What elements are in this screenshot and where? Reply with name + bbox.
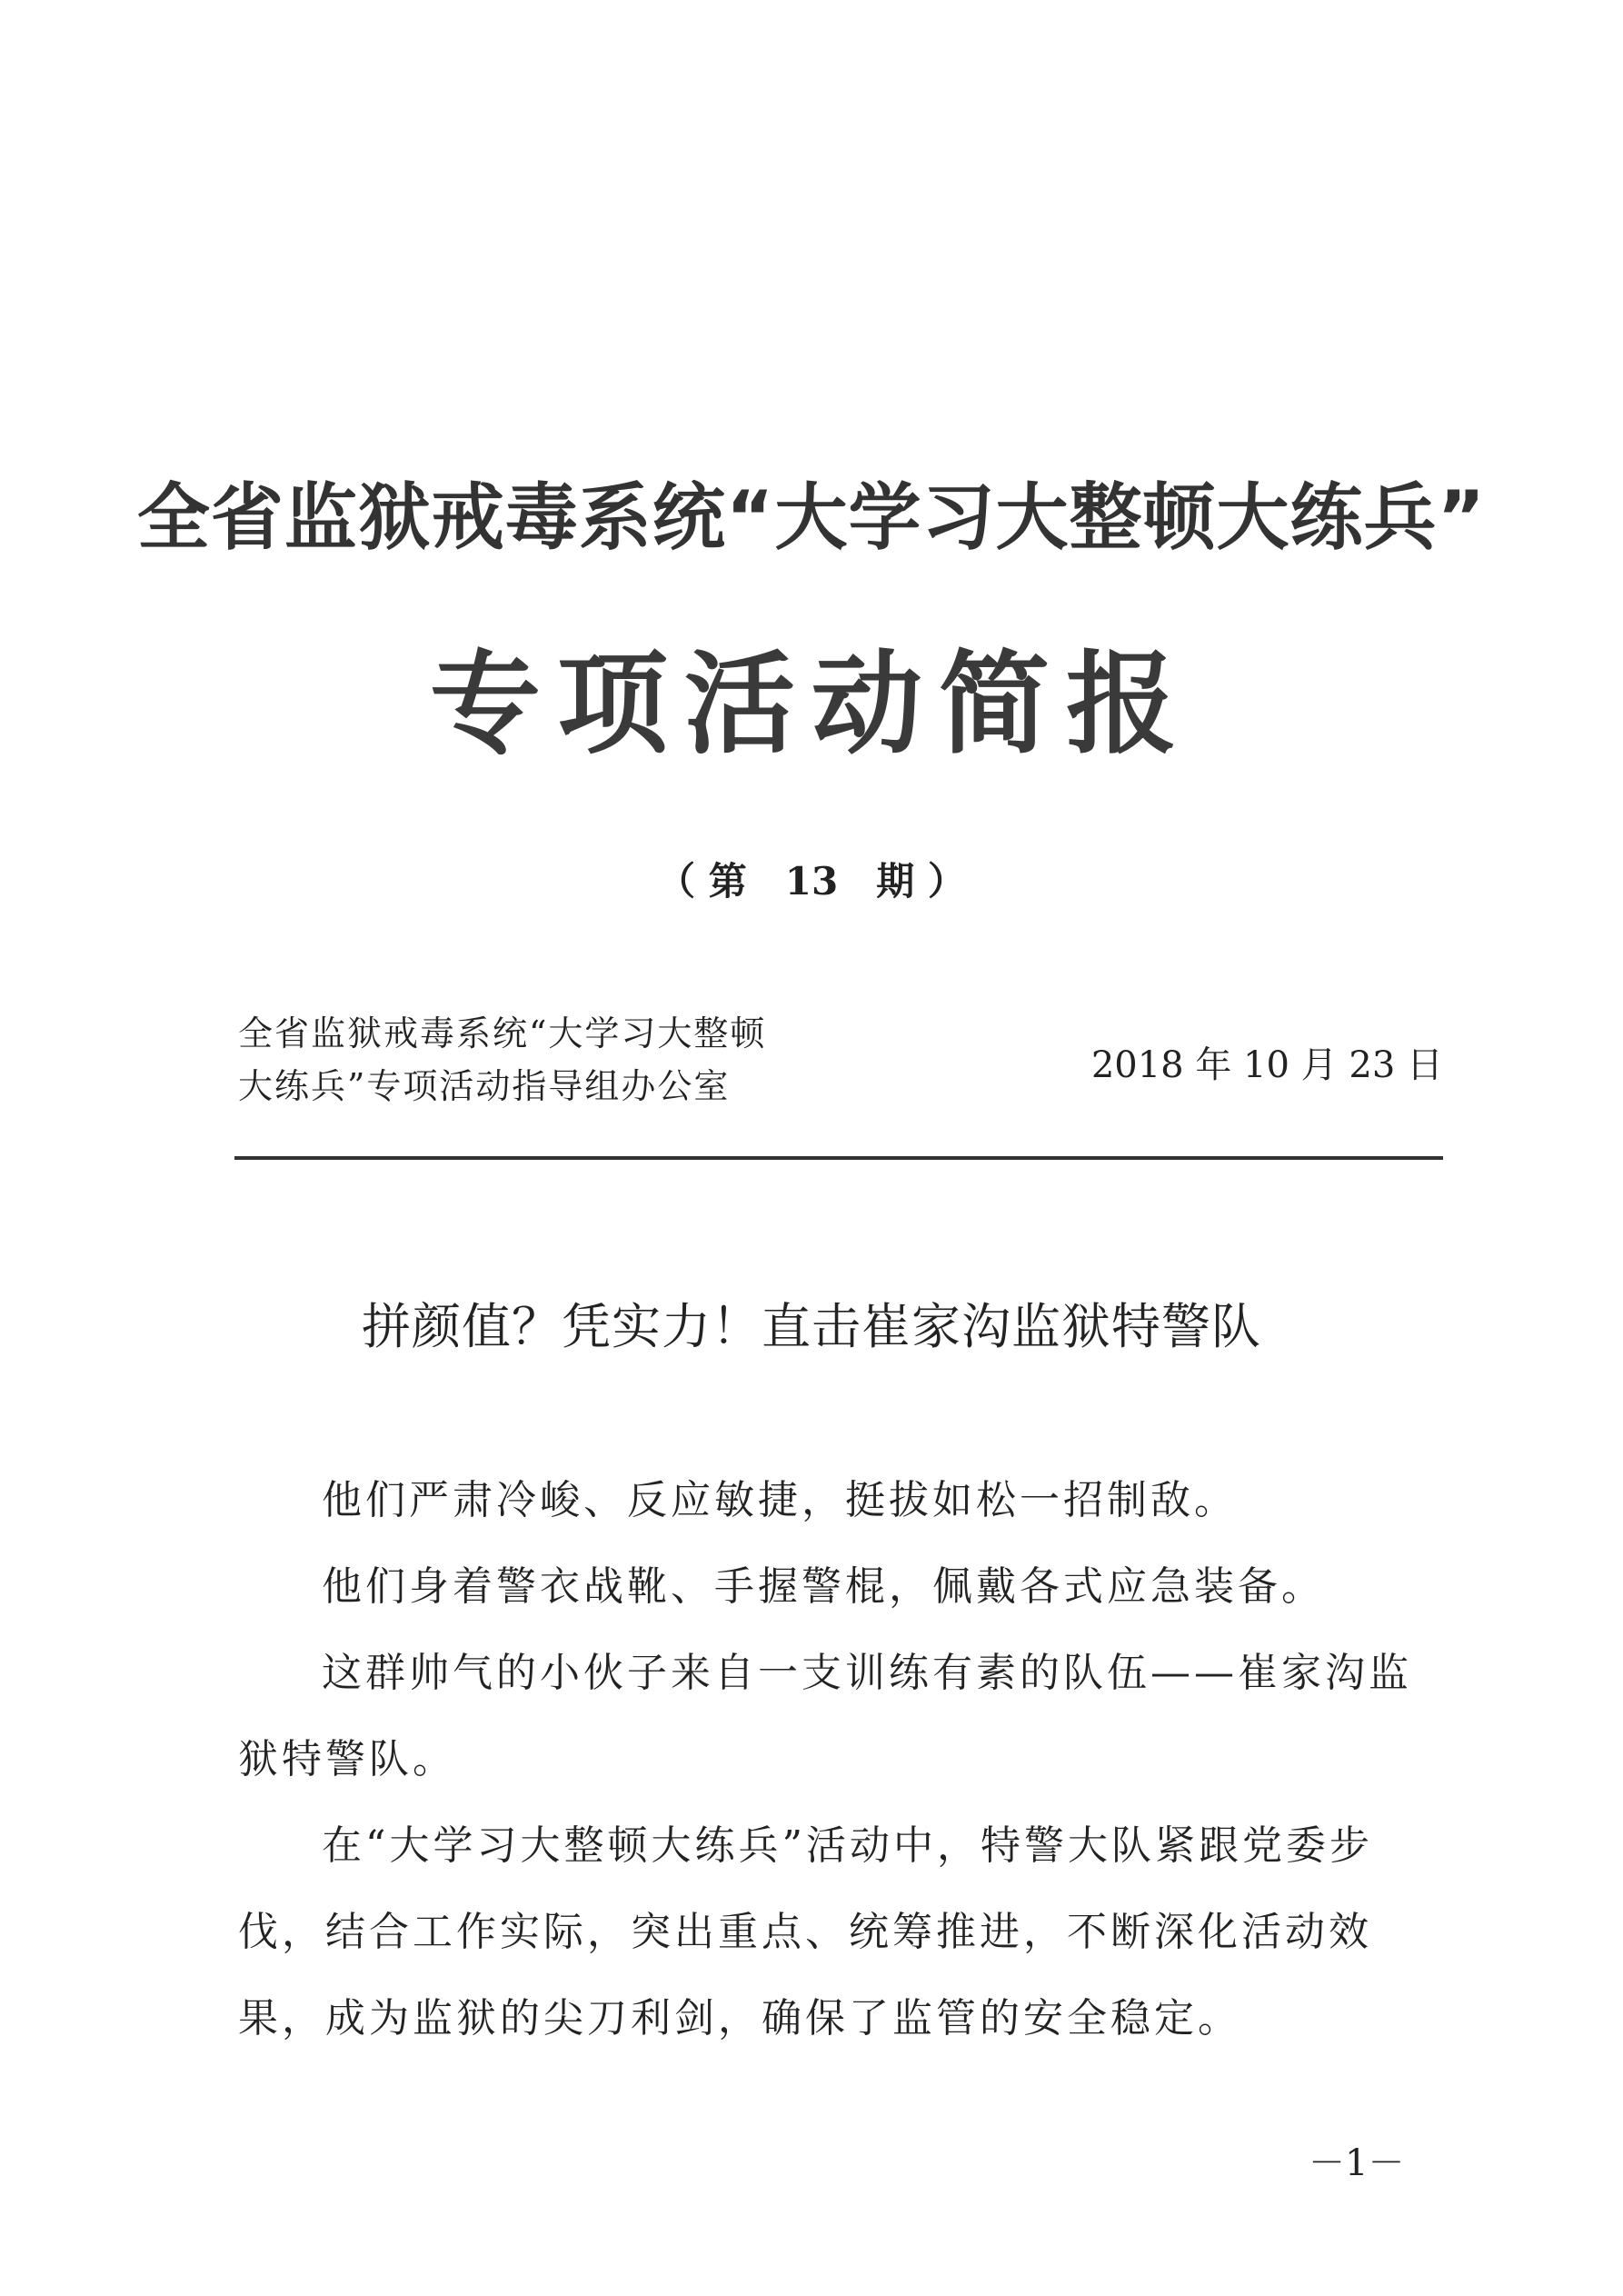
header-divider <box>234 1156 1443 1160</box>
issuer-line1: 全省监狱戒毒系统“大学习大整顿 <box>238 1013 767 1053</box>
article-title: 拼颜值？凭实力！直击崔家沟监狱特警队 <box>362 1298 1261 1355</box>
issuer-line2: 大练兵”专项活动指导组办公室 <box>238 1066 731 1106</box>
issuer-block <box>238 1007 766 1113</box>
paragraph: 这群帅气的小伙子来自一支训练有素的队伍——崔家沟监狱特警队。 <box>238 1650 1412 1782</box>
masthead-title-line1: 全省监狱戒毒系统“大学习大整顿大练兵” <box>136 475 1487 560</box>
page-number: －1－ <box>1309 2142 1405 2184</box>
paragraph: 在“大学习大整顿大练兵”活动中，特警大队紧跟党委步伐，结合工作实际，突出重点、统筹推进，不断深化活动效果，成为监狱的尖刀利剑，确保了监管的安全稳定。 <box>238 1822 1373 2041</box>
paragraph: 他们身着警衣战靴、手握警棍，佩戴各式应急装备。 <box>322 1563 1325 1610</box>
masthead-title-line2: 专项活动简报 <box>430 640 1193 769</box>
issue-number: （ 第 13 期 ） <box>657 859 966 903</box>
article-body <box>238 1457 1447 2061</box>
issue-date: 2018 年 10 月 23 日 <box>1090 1044 1443 1086</box>
paragraph: 他们严肃冷峻、反应敏捷，挺拔如松一招制敌。 <box>322 1477 1238 1523</box>
